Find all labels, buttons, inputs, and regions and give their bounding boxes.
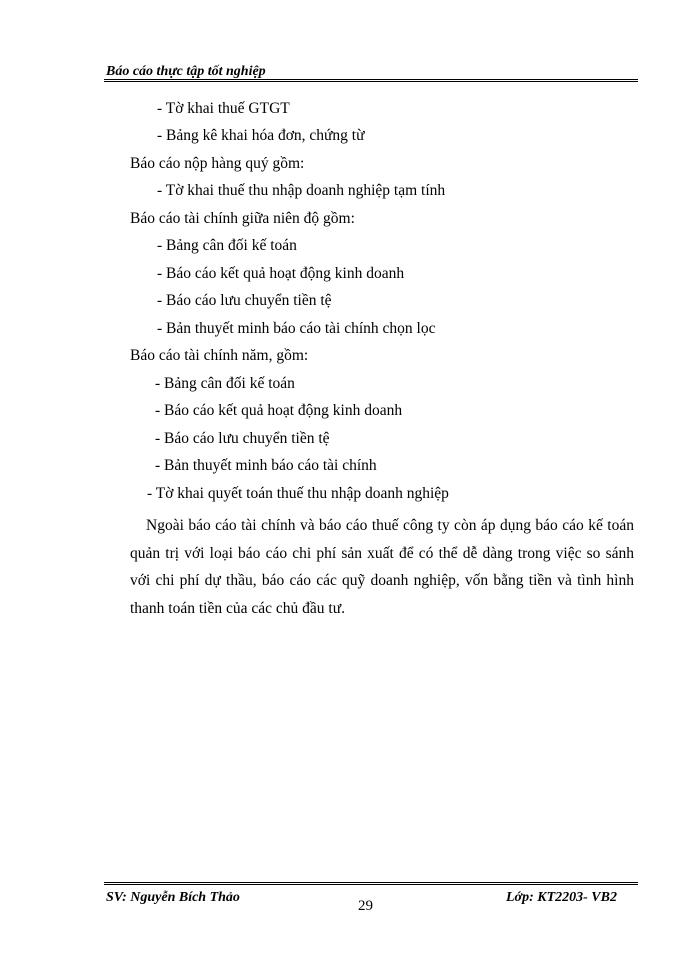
list-item: - Báo cáo lưu chuyển tiền tệ	[157, 292, 332, 309]
body-paragraph: Ngoài báo cáo tài chính và báo cáo thuế công ty còn áp dụng báo cáo kế toán quản trị với loại báo cáo chi phí sản xuất để có thể dễ dàng trong việc so sánh với chi phí dự thầu, báo cáo các quỹ doanh nghiệp, vốn bằng tiền và tình hình thanh toán tiền của các chủ đầu tư.	[130, 517, 634, 617]
list-item: - Báo cáo lưu chuyển tiền tệ	[155, 430, 330, 447]
list-item: - Báo cáo kết quả hoạt động kinh doanh	[157, 265, 405, 282]
list-item: - Tờ khai thuế thu nhập doanh nghiệp tạm tính	[157, 182, 446, 199]
footer-divider	[104, 882, 638, 885]
section-heading: Báo cáo tài chính năm, gồm:	[130, 347, 309, 364]
footer-student-name: SV: Nguyễn Bích Thảo	[106, 890, 240, 905]
header-divider	[104, 79, 638, 82]
list-item: - Báo cáo kết quả hoạt động kinh doanh	[155, 402, 403, 419]
footer-class-code: Lớp: KT2203- VB2	[506, 890, 617, 905]
section-heading: Báo cáo nộp hàng quý gồm:	[130, 155, 305, 172]
list-item: - Bảng cân đối kế toán	[157, 237, 297, 254]
section-heading: Báo cáo tài chính giữa niên độ gồm:	[130, 210, 355, 227]
list-item: - Bản thuyết minh báo cáo tài chính chọn lọc	[157, 320, 436, 337]
list-item: - Tờ khai quyết toán thuế thu nhập doanh nghiệp	[147, 485, 449, 502]
list-item: - Tờ khai thuế GTGT	[157, 100, 290, 117]
list-item: - Bảng kê khai hóa đơn, chứng từ	[157, 127, 365, 144]
list-item: - Bảng cân đối kế toán	[155, 375, 295, 392]
page-number: 29	[358, 898, 373, 914]
list-item: - Bản thuyết minh báo cáo tài chính	[155, 457, 377, 474]
page-header-title: Báo cáo thực tập tốt nghiệp	[106, 64, 266, 79]
